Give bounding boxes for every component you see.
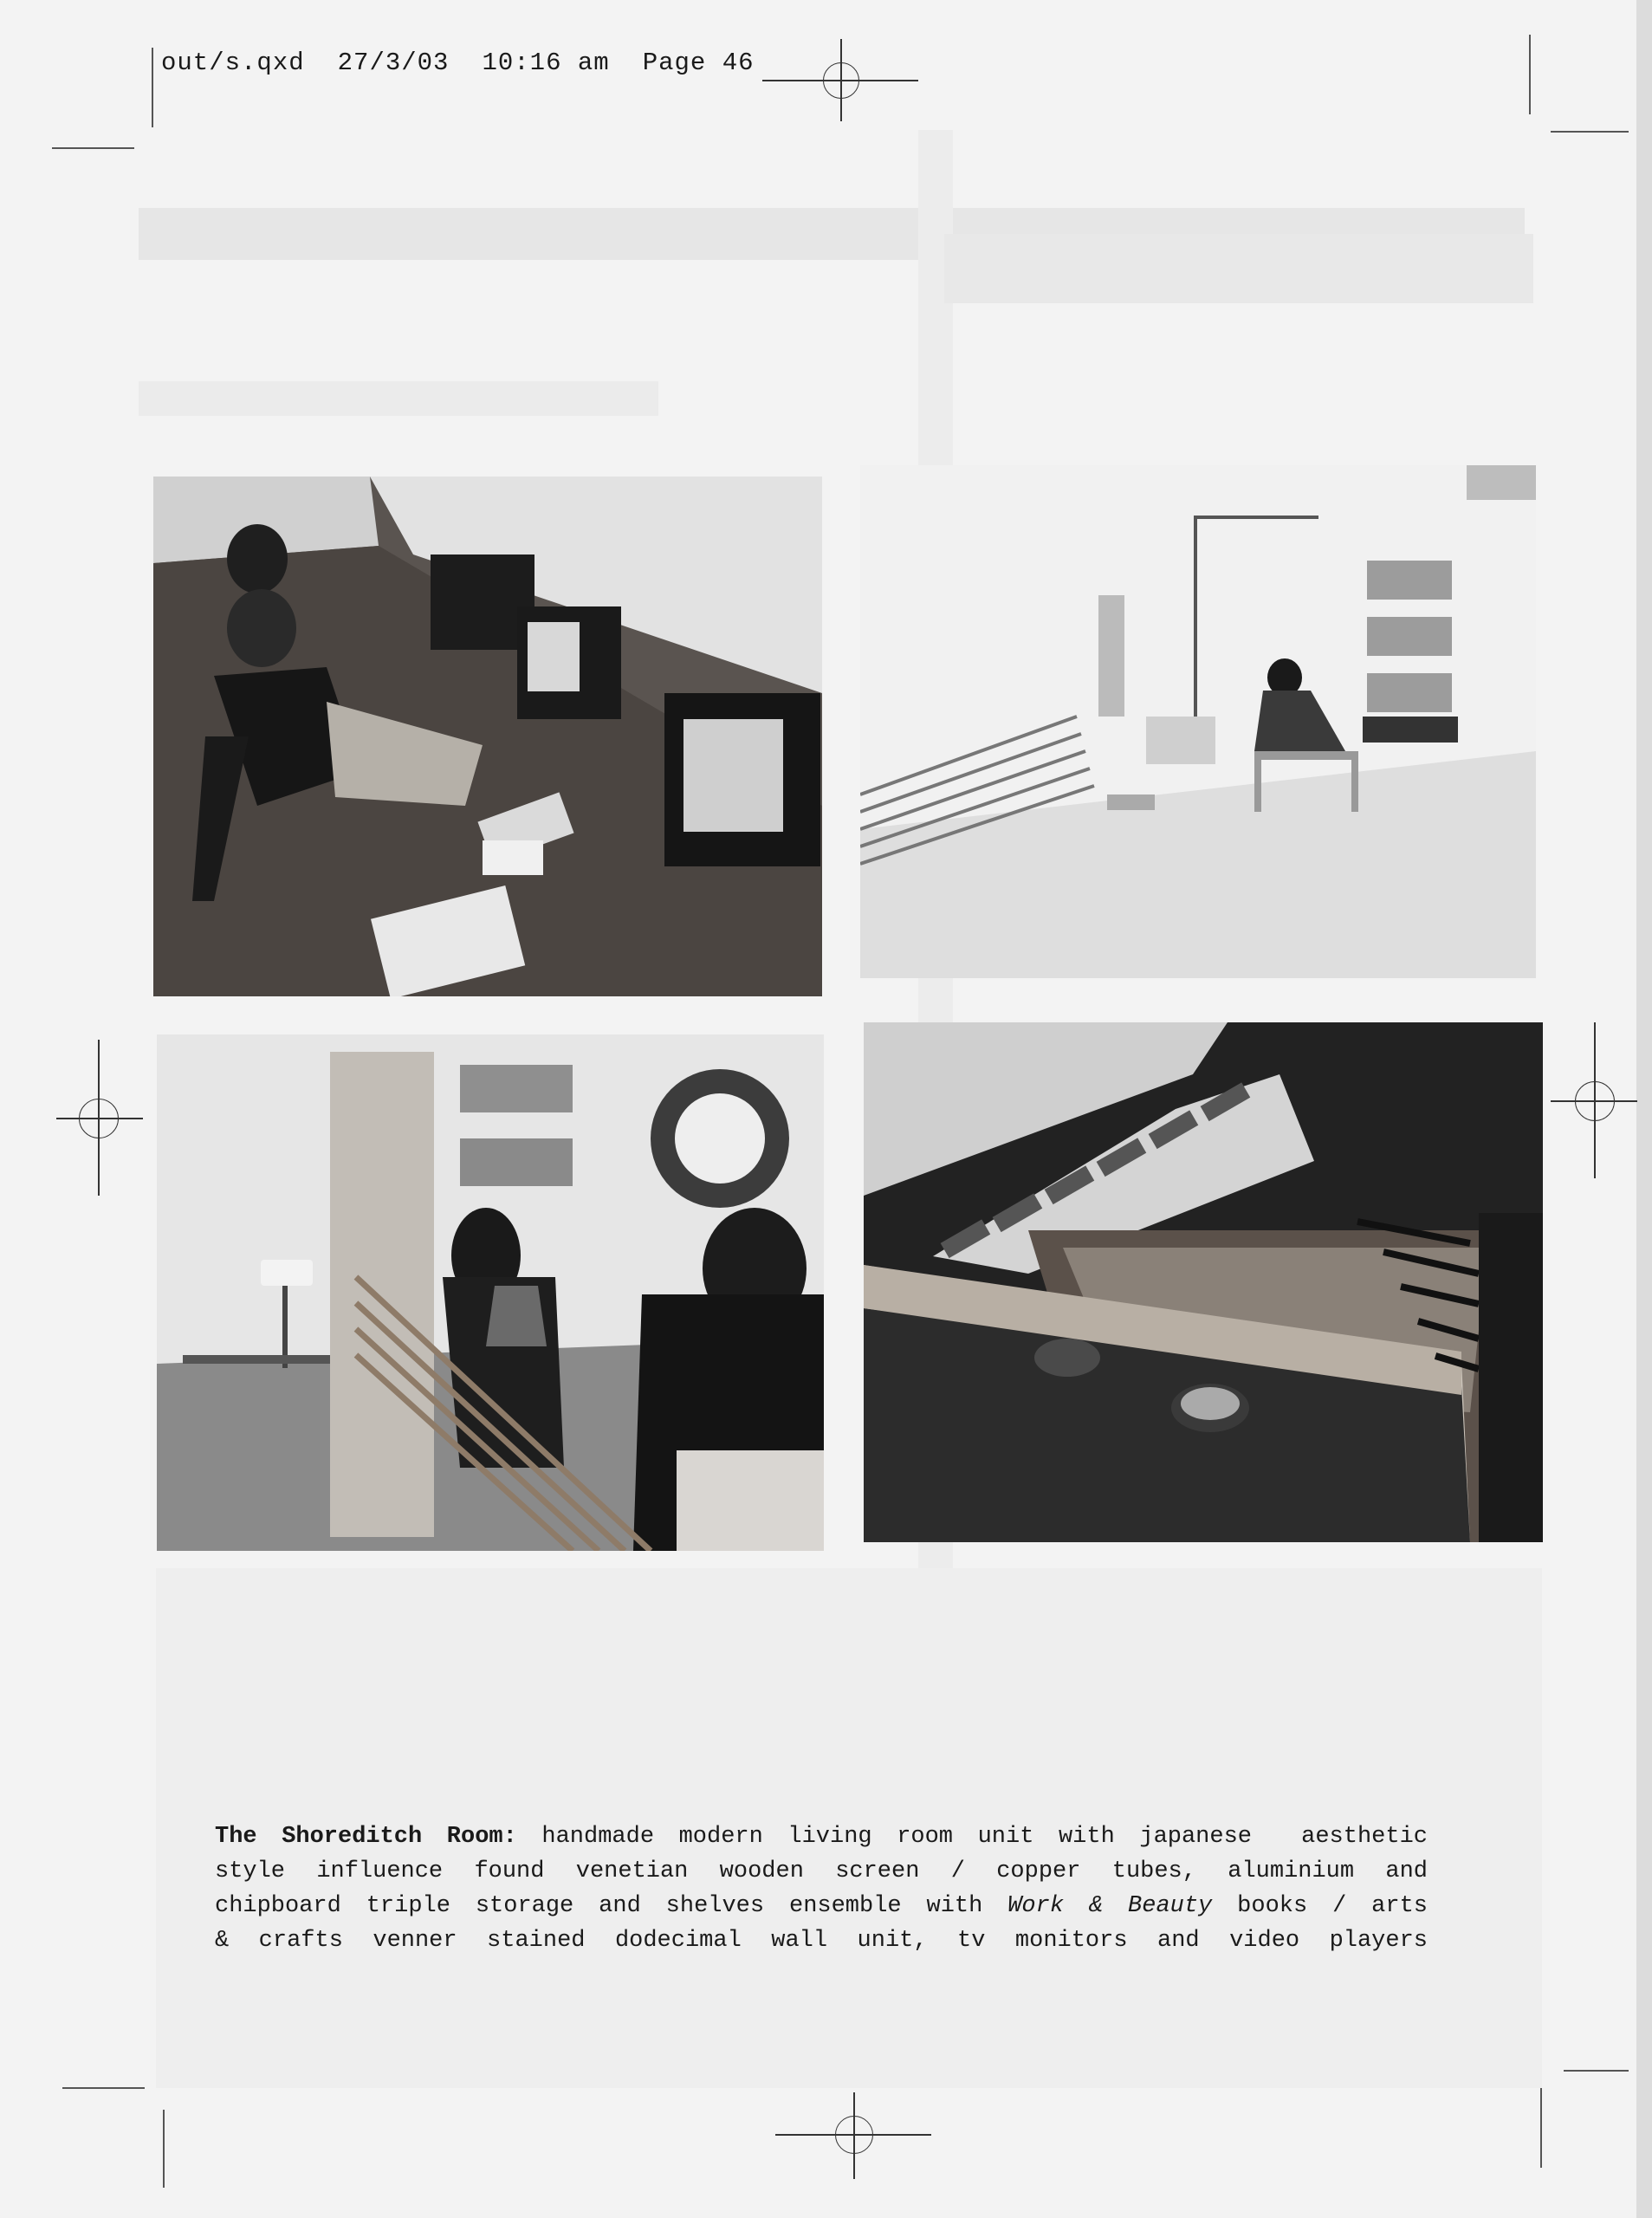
crop-mark — [1564, 2070, 1629, 2072]
registration-mark-top — [762, 39, 918, 126]
crop-mark — [1529, 35, 1531, 114]
slug-page: Page 46 — [642, 49, 755, 77]
caption-line-2: style influence found venetian wooden screen / copper tubes, aluminium and — [215, 1858, 1428, 1884]
caption-line-3 — [215, 1889, 1428, 1923]
page-edge — [1636, 0, 1652, 2218]
book-title: Work & Beauty — [1007, 1893, 1213, 1919]
photo-bottom-right — [864, 1022, 1543, 1542]
caption — [215, 1819, 1428, 1958]
slug-date: 27/3/03 — [337, 49, 450, 77]
crop-mark — [1551, 131, 1629, 133]
crop-mark — [62, 2087, 145, 2089]
caption-text: handmade modern living room unit with japanese aesthetic — [516, 1824, 1428, 1850]
slug-filename: out/s.qxd — [161, 49, 305, 77]
show-through — [944, 234, 1533, 303]
slug-time: 10:16 am — [482, 49, 610, 77]
show-through — [139, 381, 658, 416]
crop-mark — [163, 2110, 165, 2188]
caption-line-1 — [215, 1819, 1428, 1854]
caption-text: chipboard triple storage and shelves ensemble with — [215, 1893, 1008, 1919]
crop-mark — [1540, 2088, 1542, 2168]
caption-text: books / arts — [1212, 1893, 1428, 1919]
photo-top-left — [153, 477, 822, 996]
photo-bottom-left — [157, 1034, 824, 1551]
crop-mark — [52, 147, 134, 149]
registration-mark-bottom — [775, 2092, 931, 2179]
slug-line — [161, 49, 787, 77]
registration-mark-left — [56, 1040, 143, 1196]
photo-top-right — [860, 465, 1536, 978]
caption-line-4: & crafts venner stained dodecimal wall unit, tv monitors and video players — [215, 1928, 1428, 1954]
crop-mark — [152, 48, 153, 127]
registration-mark-right — [1551, 1022, 1637, 1178]
caption-title: The Shoreditch Room: — [215, 1824, 517, 1850]
